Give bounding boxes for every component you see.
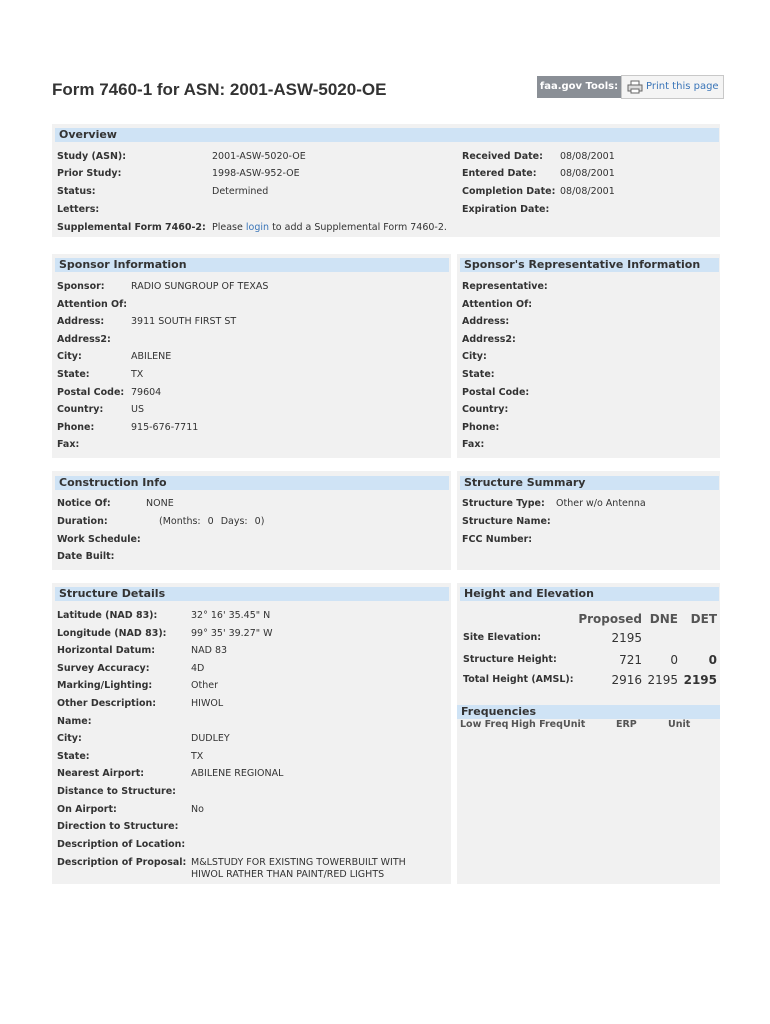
- structure-detail-value: 32° 16' 35.45" N: [191, 610, 271, 621]
- erp-header: ERP: [616, 719, 637, 730]
- sponsor-field-label: Address:: [57, 316, 105, 328]
- completion-date-value: 08/08/2001: [560, 186, 615, 197]
- sponsor-field-label: Address2:: [57, 333, 111, 345]
- high-freq-header: High Freq: [511, 719, 563, 730]
- structure-detail-value: TX: [191, 750, 204, 762]
- sponsor-field-label: Postal Code:: [57, 386, 125, 398]
- study-asn-value: 2001-ASW-5020-OE: [212, 151, 306, 162]
- sponsor-field-label: City:: [57, 351, 82, 363]
- structure-detail-label: Longitude (NAD 83):: [57, 627, 167, 639]
- description-of-proposal-label: Description of Proposal:: [57, 857, 187, 868]
- description-of-proposal-line2: HIWOL RATHER THAN PAINT/RED LIGHTS: [191, 869, 385, 880]
- representative-field-label: Representative:: [462, 281, 548, 292]
- freq-unit-header: Unit: [563, 719, 586, 730]
- erp-unit-header: Unit: [668, 719, 691, 730]
- description-of-proposal-line1: M&LSTUDY FOR EXISTING TOWERBUILT WITH: [191, 857, 406, 868]
- sponsor-field-label: Attention Of:: [57, 298, 128, 310]
- structure-summary-header: Structure Summary: [460, 476, 719, 490]
- structure-name-label: Structure Name:: [462, 516, 551, 527]
- faa-tools-label: faa.gov Tools:: [537, 76, 621, 98]
- sponsor-field-value: 3911 SOUTH FIRST ST: [131, 316, 237, 328]
- low-freq-header: Low Freq: [460, 719, 509, 730]
- print-page-button[interactable]: [621, 75, 724, 99]
- sponsor-field-value: US: [131, 404, 144, 416]
- sponsor-field-label: Country:: [57, 404, 104, 416]
- notice-of-value: NONE: [146, 498, 174, 509]
- structure-height-label: Structure Height:: [463, 654, 557, 665]
- structure-detail-label: Direction to Structure:: [57, 821, 179, 833]
- prior-study-label: Prior Study:: [57, 168, 122, 179]
- structure-detail-value: 99° 35' 39.27" W: [191, 627, 273, 639]
- sponsor-field-value: RADIO SUNGROUP OF TEXAS: [131, 281, 269, 292]
- work-schedule-label: Work Schedule:: [57, 534, 141, 545]
- site-elevation-proposed: 2195: [611, 631, 642, 645]
- status-label: Status:: [57, 186, 96, 197]
- structure-detail-label: Description of Location:: [57, 838, 186, 850]
- structure-detail-value: Other: [191, 680, 218, 692]
- printer-icon: [627, 80, 643, 94]
- representative-field-label: Phone:: [462, 421, 500, 433]
- col-proposed-header: Proposed: [578, 612, 642, 626]
- page-title: Form 7460-1 for ASN: 2001-ASW-5020-OE: [52, 80, 387, 99]
- structure-type-value: Other w/o Antenna: [556, 498, 646, 509]
- sponsor-field-label: Sponsor:: [57, 281, 105, 292]
- structure-type-label: Structure Type:: [462, 498, 545, 509]
- sponsor-field-label: Phone:: [57, 421, 95, 433]
- structure-detail-label: Distance to Structure:: [57, 786, 176, 797]
- total-height-label: Total Height (AMSL):: [463, 674, 574, 685]
- structure-height-proposed: 721: [619, 653, 642, 667]
- height-elevation-header: Height and Elevation: [460, 587, 719, 601]
- sponsor-field-value: ABILENE: [131, 351, 172, 363]
- notice-of-label: Notice Of:: [57, 498, 111, 509]
- sponsor-field-value: 915-676-7711: [131, 421, 199, 433]
- structure-detail-label: State:: [57, 750, 90, 762]
- login-link[interactable]: login: [245, 222, 270, 233]
- representative-field-label: Fax:: [462, 439, 485, 451]
- structure-detail-label: City:: [57, 733, 82, 745]
- structure-detail-value: DUDLEY: [191, 733, 230, 745]
- sponsor-field-label: State:: [57, 369, 90, 380]
- representative-field-label: Attention Of:: [462, 298, 533, 310]
- sponsor-field-value: TX: [131, 369, 144, 380]
- entered-date-label: Entered Date:: [462, 168, 537, 179]
- entered-date-value: 08/08/2001: [560, 168, 615, 179]
- letters-label: Letters:: [57, 204, 100, 215]
- sponsor-field-value: 79604: [131, 386, 162, 398]
- supplemental-label: Supplemental Form 7460-2:: [57, 222, 206, 233]
- expiration-date-label: Expiration Date:: [462, 204, 550, 215]
- structure-details-header: Structure Details: [55, 587, 449, 601]
- representative-field-label: State:: [462, 369, 495, 380]
- representative-field-label: Postal Code:: [462, 386, 530, 398]
- col-dne-header: DNE: [649, 612, 678, 626]
- representative-field-label: Address:: [462, 316, 510, 328]
- duration-value: (Months: 0 Days: 0): [159, 516, 265, 527]
- structure-detail-label: Marking/Lighting:: [57, 680, 153, 692]
- structure-detail-value: 4D: [191, 662, 205, 674]
- study-asn-label: Study (ASN):: [57, 151, 127, 162]
- print-page-label: Print this page: [646, 81, 719, 92]
- structure-detail-label: Name:: [57, 715, 92, 727]
- structure-detail-value: NAD 83: [191, 645, 228, 657]
- structure-height-det: 0: [708, 653, 717, 667]
- structure-detail-value: HIWOL: [191, 698, 224, 709]
- date-built-label: Date Built:: [57, 551, 115, 562]
- received-date-label: Received Date:: [462, 151, 543, 162]
- representative-header: Sponsor's Representative Information: [460, 258, 719, 272]
- structure-detail-label: Nearest Airport:: [57, 768, 145, 780]
- site-elevation-label: Site Elevation:: [463, 632, 542, 643]
- fcc-number-label: FCC Number:: [462, 534, 533, 545]
- frequencies-header: Frequencies: [457, 705, 720, 719]
- construction-header: Construction Info: [55, 476, 449, 490]
- structure-detail-label: Horizontal Datum:: [57, 645, 156, 657]
- structure-detail-value: No: [191, 803, 204, 815]
- height-elevation-panel: [457, 583, 720, 884]
- supplemental-post: to add a Supplemental Form 7460-2.: [272, 222, 447, 233]
- supplemental-text: [212, 222, 447, 233]
- supplemental-pre: Please: [212, 222, 243, 233]
- total-height-proposed: 2916: [611, 673, 642, 687]
- col-det-header: DET: [690, 612, 717, 626]
- representative-field-label: City:: [462, 351, 487, 363]
- total-height-det: 2195: [683, 673, 717, 687]
- structure-detail-label: Survey Accuracy:: [57, 662, 150, 674]
- overview-header: Overview: [55, 128, 719, 142]
- prior-study-value: 1998-ASW-952-OE: [212, 168, 300, 179]
- sponsor-header: Sponsor Information: [55, 258, 449, 272]
- received-date-value: 08/08/2001: [560, 151, 615, 162]
- sponsor-field-label: Fax:: [57, 439, 80, 451]
- structure-detail-value: ABILENE REGIONAL: [191, 768, 284, 780]
- duration-label: Duration:: [57, 516, 108, 527]
- status-value: Determined: [212, 186, 269, 197]
- total-height-dne: 2195: [647, 673, 678, 687]
- structure-detail-label: Latitude (NAD 83):: [57, 610, 158, 621]
- structure-detail-label: On Airport:: [57, 803, 117, 815]
- representative-field-label: Address2:: [462, 333, 516, 345]
- completion-date-label: Completion Date:: [462, 186, 556, 197]
- representative-field-label: Country:: [462, 404, 509, 416]
- structure-detail-label: Other Description:: [57, 698, 157, 709]
- structure-height-dne: 0: [670, 653, 678, 667]
